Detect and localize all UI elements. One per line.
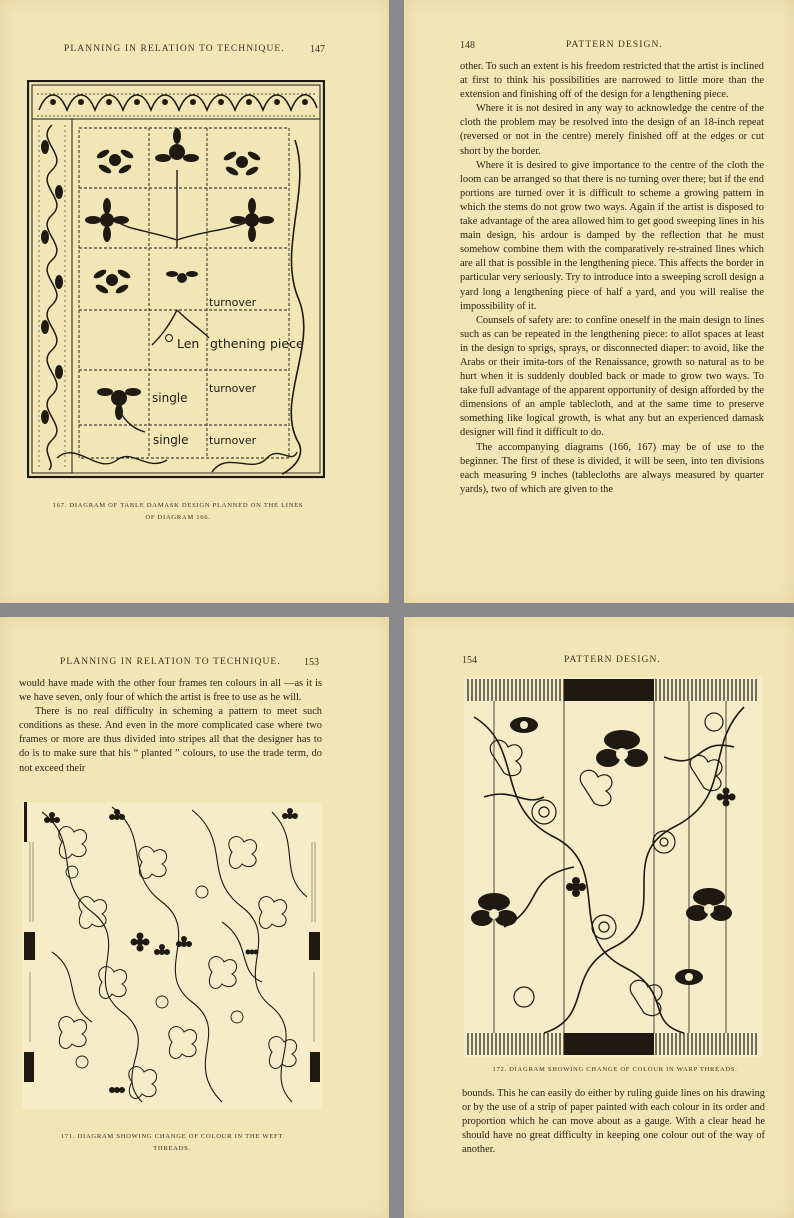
- running-head: PLANNING IN RELATION TO TECHNIQUE.: [64, 44, 285, 54]
- paragraph: Where it is desired to give importance to the centre of the cloth the loom can be arranged so that there is no turning over there; but if the end portions are turned over it is difficult to scheme a growing pattern in which the stems do not grow two ways. Again if the artist is disposed to take advantage of the area allowed him to get good sweeping lines in his main design, his ardour is damped by the reflection that he must somehow combine them with the comparatively re-strained lines which are all that is possible in the lengthening piece. This affects the border in particular very seriously. Try to introduce into a sweeping scroll design a yard long a lengthening piece of half a yard, and you will realise the impossibility of it.: [460, 159, 764, 312]
- paragraph: Counsels of safety are: to confine oneself in the main design to lines such as can be repeated in the lengthening piece: to allot spaces at least in the design to sprigs, sprays, or disconnected diaper: to avoid, like the Arabs or their imita-tors of the Renaissance, growth so natural as to be hurt when it is suddenly doubled back or made to grow two ways. To take full advantage of the apparent opportunity of design afforded by the dimensions of an ample tablecloth, and at the same time to preserve something like logical growth, is what any but an experienced damask designer will find it difficult to do.: [460, 314, 764, 439]
- body-text: [19, 677, 322, 776]
- figure-caption: 172. DIAGRAM SHOWING CHANGE OF COLOUR IN WARP THREADS.: [492, 1066, 738, 1073]
- label-lengthening-part2: gthening: [210, 336, 266, 351]
- paragraph: There is no real difficulty in scheming a pattern to meet such conditions as these. And even in the more complicated case where two frames or more are thus divided into stripes all that the designer has to do is to make sure that his “ planted ” colours, to use the trade term, do not exceed their: [19, 706, 322, 774]
- page-number: 153: [304, 657, 319, 668]
- page-number: 148: [460, 40, 475, 51]
- paragraph: Where it is not desired in any way to acknowledge the centre of the cloth the problem may be resolved into the design of an 18-inch repeat (reversed or not in the centre) merely finished off at the edges or cut short by the border.: [460, 103, 764, 157]
- body-text: [460, 60, 764, 497]
- caption-line-1: 167. DIAGRAM OF TABLE DAMASK DESIGN PLANNED ON THE LINES: [52, 502, 304, 509]
- label-single-2: single: [153, 433, 189, 447]
- weft-colour-diagram-figure: [22, 802, 322, 1110]
- page-147: [0, 0, 389, 603]
- label-turnover-3: turnover: [209, 434, 257, 447]
- caption-line-1: 171. DIAGRAM SHOWING CHANGE OF COLOUR IN THE WEFT: [60, 1133, 284, 1140]
- figure-caption: [28, 500, 328, 524]
- paragraph: would have made with the other four frames ten colours in all —as it is we have seven, only four of which the artist is free to use as he will.: [19, 678, 322, 704]
- label-turnover-2: turnover: [209, 382, 257, 395]
- damask-diagram-figure: [27, 80, 325, 480]
- page-153: [0, 617, 389, 1218]
- label-lengthening-part1: Len: [177, 336, 200, 351]
- page-148: [404, 0, 794, 603]
- label-lengthening-part3: piece: [270, 336, 304, 351]
- label-single-1: single: [152, 391, 188, 405]
- running-head: PATTERN DESIGN.: [566, 40, 663, 50]
- page-number: 154: [462, 655, 477, 666]
- running-head: PATTERN DESIGN.: [564, 655, 661, 665]
- label-turnover-1: turnover: [209, 296, 257, 309]
- paragraph: The accompanying diagrams (166, 167) may be of use to the beginner. The first of these is divided, it will be seen, into ten divisions each measuring 9 inches (tablecloths are always measured by quarter yards), two of which are given to the: [460, 441, 764, 495]
- page-number: 147: [310, 44, 325, 55]
- running-head: PLANNING IN RELATION TO TECHNIQUE.: [60, 657, 281, 667]
- caption-line-2: THREADS.: [153, 1145, 191, 1152]
- paragraph: other. To such an extent is his freedom restricted that the artist is inclined at first to think his possibilities are narrowed to little more than the extension and finishing off of the design for a lengthening piece.: [460, 61, 764, 101]
- figure-caption: [22, 1131, 322, 1155]
- warp-colour-diagram-figure: [464, 677, 762, 1057]
- paragraph: bounds. This he can easily do either by ruling guide lines on his drawing or by the use of a strip of paper painted with each colour in its order and proportion which he can move about as a gauge. With a clear head he should have no great difficulty in keeping one colour out of the way of another.: [462, 1088, 765, 1156]
- body-text: [462, 1087, 765, 1157]
- caption-line-2: OF DIAGRAM 166.: [145, 514, 211, 521]
- page-154: [404, 617, 794, 1218]
